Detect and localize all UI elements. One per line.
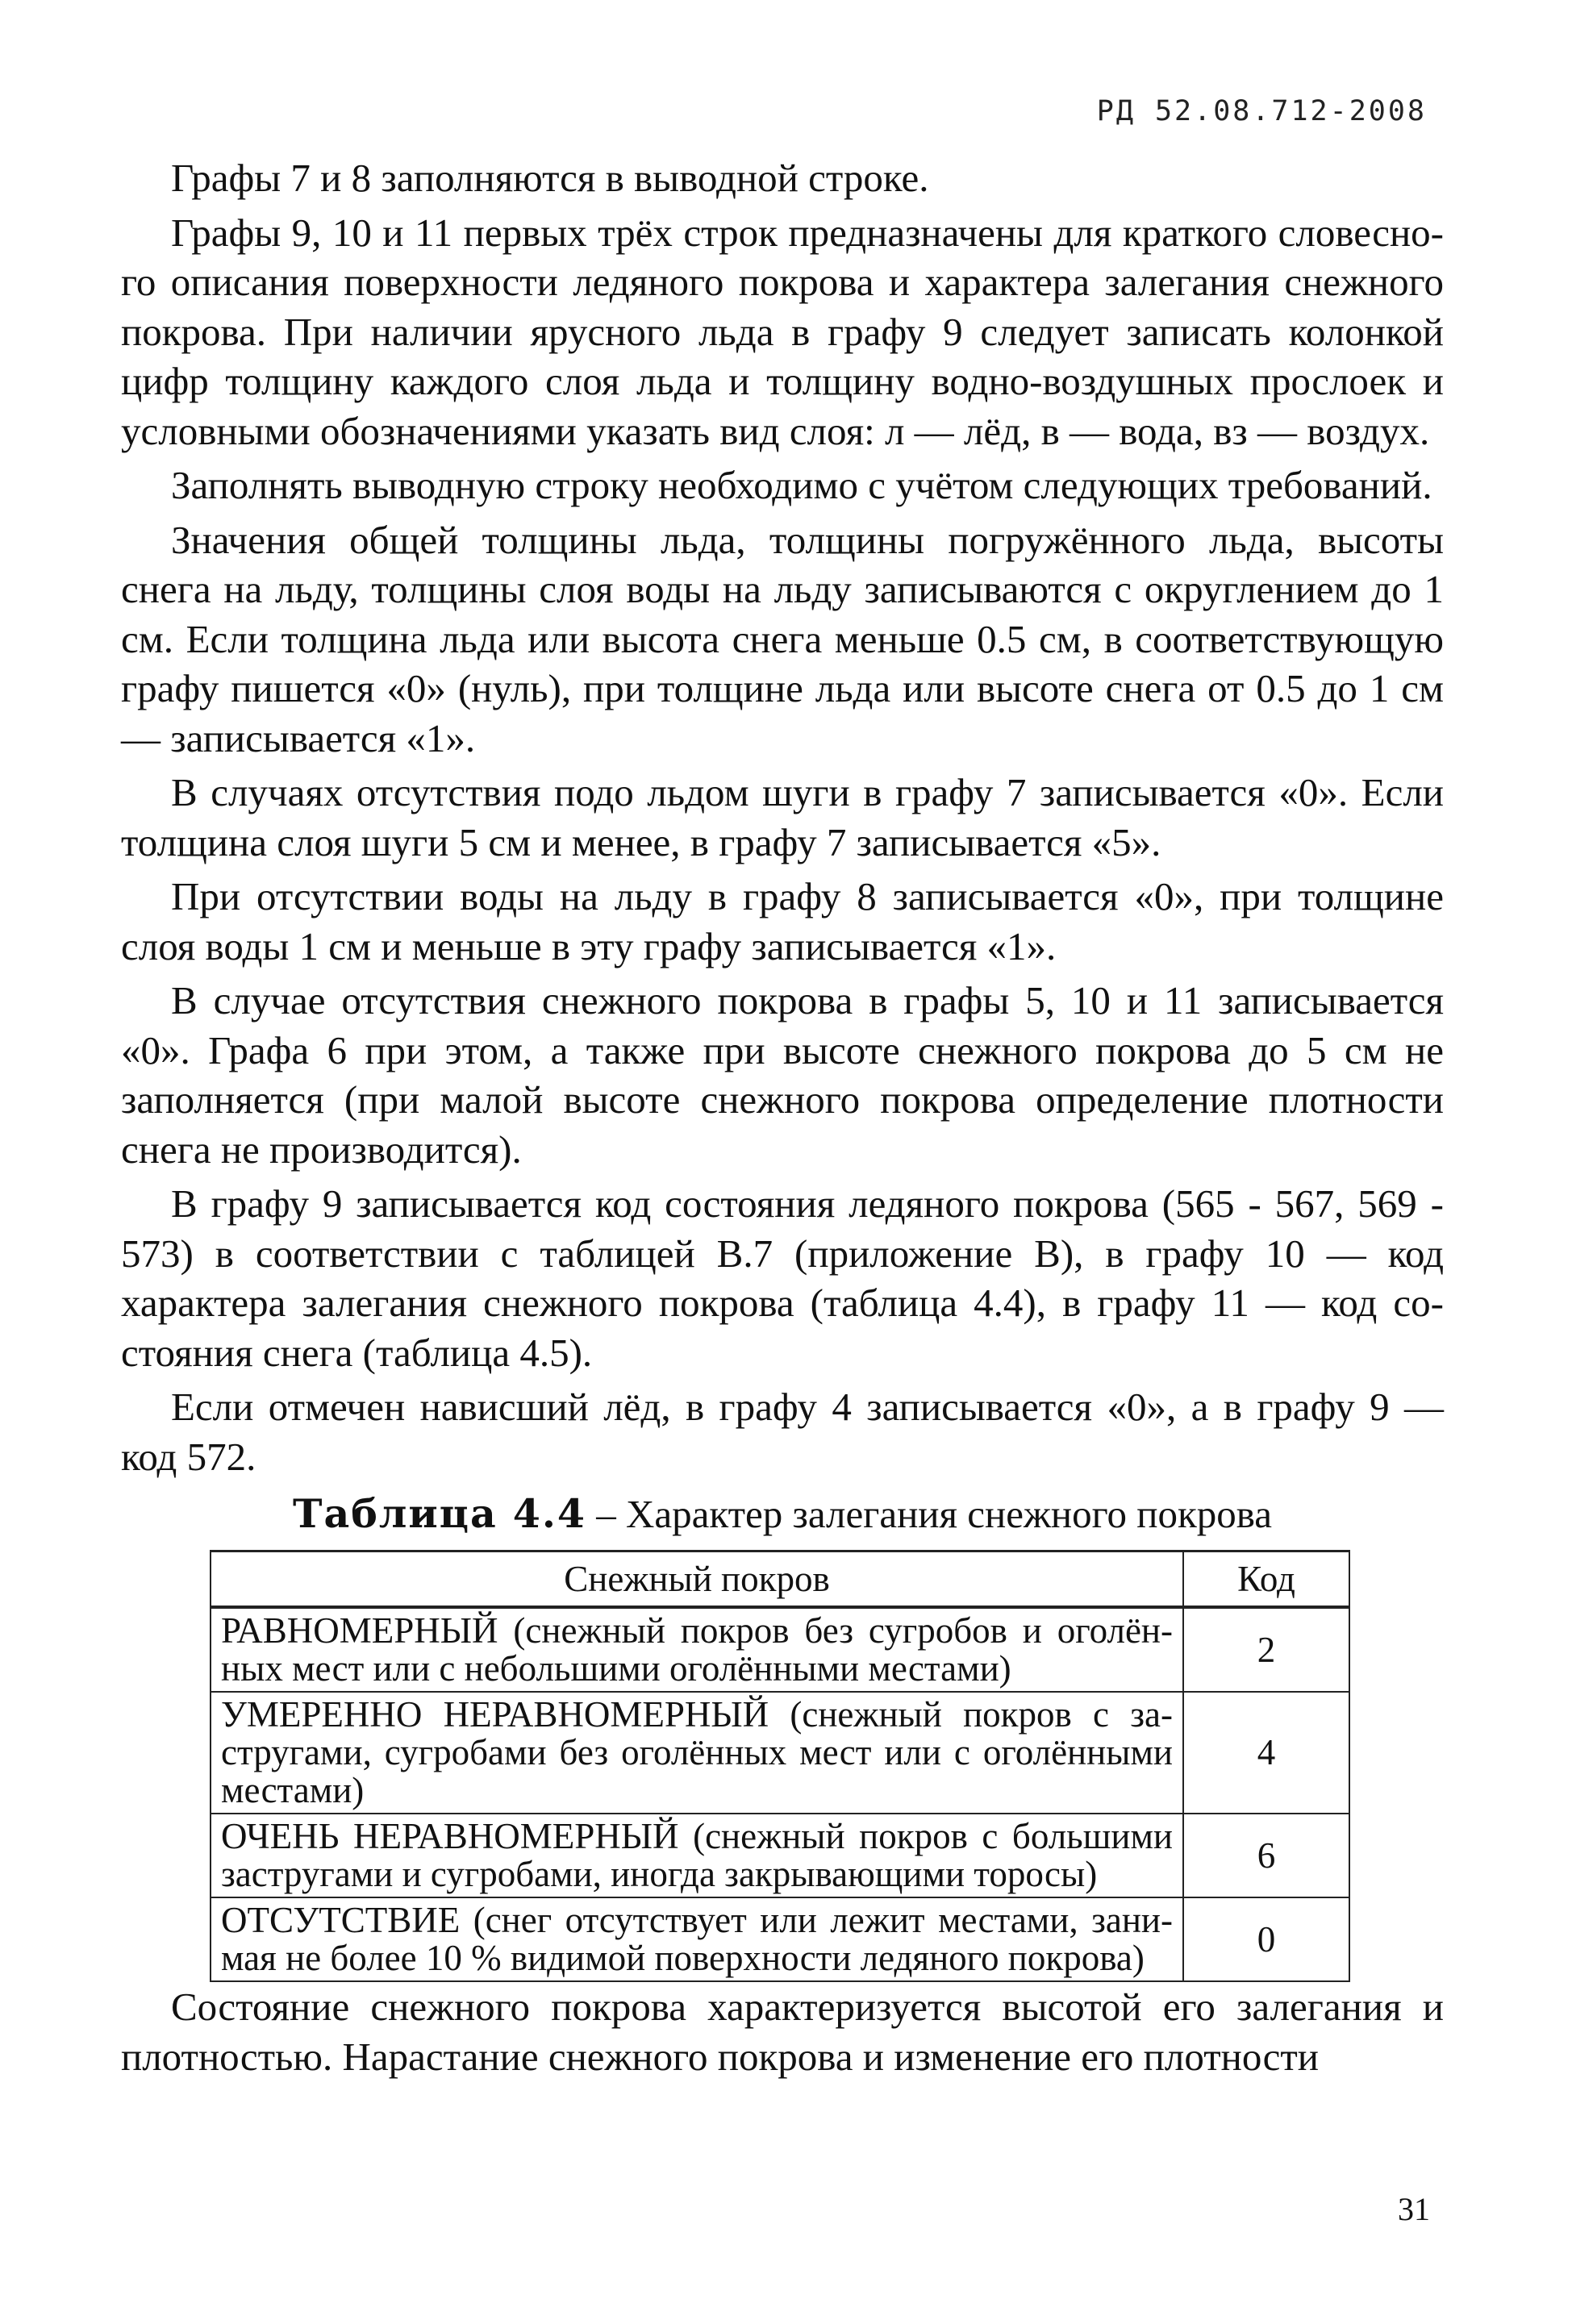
document-code-header: РД 52.08.712-2008 xyxy=(1096,95,1427,127)
table-header-row xyxy=(211,1551,1349,1608)
paragraph: Графы 9, 10 и 11 первых трёх строк предназначены для краткого словесного описания поверхности ледяного покрова и характера залегания снежного покрова. При наличии ярусного льда в графу 9 следует записать колонкой цифр толщину каждого слоя льда и толщину водно-воздушных прослоек и условными обозначениями указать вид слоя: л — лёд, в — вода, вз — воздух. xyxy=(121,210,1444,453)
paragraph: В графу 9 записывается код состояния ледяного покрова (565 - 567, 569 - 573) в соответствии с таблицей В.7 (приложение В), в графу 10 — код характера залегания снежного покрова (таблица 4.4), в графу 11 — код состояния снега (таблица 4.5). xyxy=(121,1181,1444,1375)
row-description: ОТСУТСТВИЕ (снег отсутствует или лежит местами, занимая не более 10 % видимой поверхности ледяного покрова) xyxy=(211,1897,1183,1981)
table-row xyxy=(211,1897,1349,1981)
row-description: РАВНОМЕРНЫЙ (снежный покров без сугробов и оголённых мест или с небольшими оголёнными местами) xyxy=(211,1607,1183,1692)
table-row xyxy=(211,1814,1349,1897)
paragraph: Заполнять выводную строку необходимо с учётом следующих требований. xyxy=(171,463,1432,507)
row-code: 6 xyxy=(1183,1814,1349,1897)
page-body xyxy=(121,153,1444,2086)
column-header-snow-cover: Снежный покров xyxy=(211,1551,1183,1608)
paragraph: Графы 7 и 8 заполняются в выводной строке. xyxy=(171,156,929,200)
snow-cover-table xyxy=(210,1550,1350,1982)
row-code: 2 xyxy=(1183,1607,1349,1692)
paragraph: В случае отсутствия снежного покрова в графы 5, 10 и 11 записывается «0». Графа 6 при этом, а также при высоте снежного покрова до 5 см не заполняется (при малой высоте снежного покрова определение плотности снега не производится). xyxy=(121,978,1444,1172)
row-code: 4 xyxy=(1183,1692,1349,1814)
paragraph-after-table: Состояние снежного покрова характеризуется высотой его залегания и плотностью. Нарастание снежного покрова и изменение его плотности xyxy=(121,1985,1444,2079)
table-caption-label: Таблица 4.4 xyxy=(292,1490,587,1537)
paragraph: Если отмечен нависший лёд, в графу 4 записывается «0», а в графу 9 — код 572. xyxy=(121,1385,1444,1479)
paragraph: Значения общей толщины льда, толщины погружённого льда, высоты снега на льду, толщины слоя воды на льду записываются с округлением до 1 см. Если толщина льда или высота снега меньше 0.5 см, в соответствующую графу пишется «0» (нуль), при толщине льда или высоте снега от 0.5 до 1 см — записывается «1». xyxy=(121,517,1444,760)
table-row xyxy=(211,1692,1349,1814)
paragraph: При отсутствии воды на льду в графу 8 записывается «0», при толщине слоя воды 1 см и меньше в эту графу записывается «1». xyxy=(121,874,1444,968)
table-row xyxy=(211,1607,1349,1692)
table-caption xyxy=(121,1489,1444,1539)
column-header-code: Код xyxy=(1183,1551,1349,1608)
row-description: УМЕРЕННО НЕРАВНОМЕРНЫЙ (снежный покров с застругами, сугробами без оголённых мест или с оголёнными местами) xyxy=(211,1692,1183,1814)
table-caption-text: – Характер залегания снежного покрова xyxy=(586,1492,1272,1536)
row-description: ОЧЕНЬ НЕРАВНОМЕРНЫЙ (снежный покров с большими застругами и сугробами, иногда закрывающими торосы) xyxy=(211,1814,1183,1897)
page-number: 31 xyxy=(1398,2191,1430,2227)
paragraph: В случаях отсутствия подо льдом шуги в графу 7 записывается «0». Если толщина слоя шуги 5 см и менее, в графу 7 записывается «5». xyxy=(121,770,1444,864)
row-code: 0 xyxy=(1183,1897,1349,1981)
